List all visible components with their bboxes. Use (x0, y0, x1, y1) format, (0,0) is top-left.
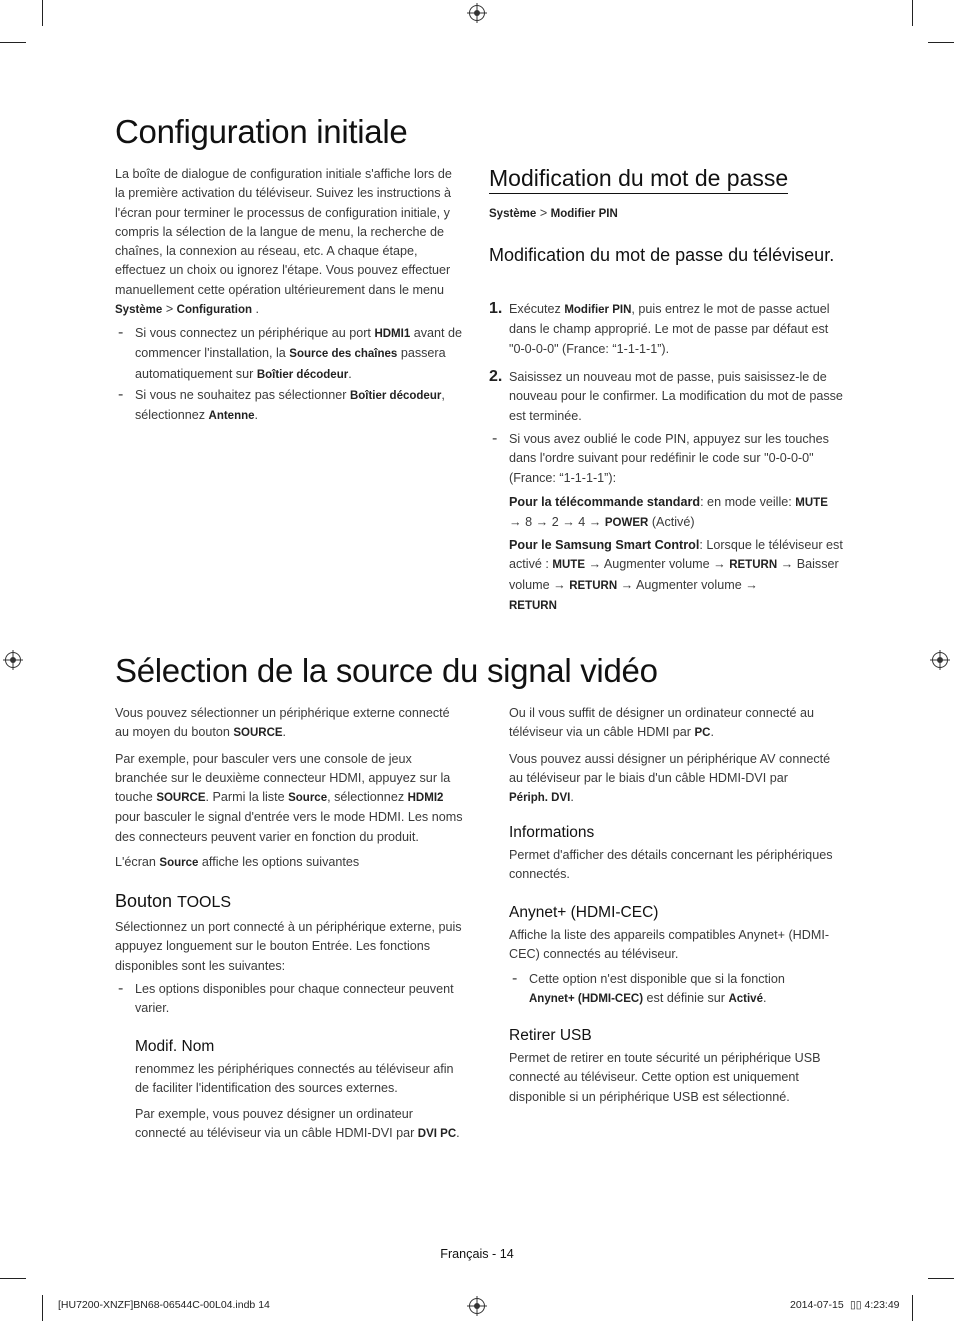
note-text: Si vous connectez un périphérique au port (135, 326, 371, 340)
source-text: pour basculer le signal d'entrée vers le mode HDMI. Les noms des connecteurs peuvent varier en fonction du produit. (115, 810, 463, 844)
info-section (509, 824, 844, 885)
info-heading: Informations (509, 824, 595, 841)
smart-text: → Augmenter volume → (588, 557, 726, 572)
active-label: Activé (728, 993, 763, 1006)
remote-label: Pour la télécommande standard (509, 495, 701, 509)
pc-label: PC (694, 727, 711, 740)
note-text: Si vous avez oublié le code PIN, appuyez sur les touches dans l'ordre suivant pour redéfinir le code sur "0-0-0-0" (France: “1-1-1-1”): (509, 432, 829, 485)
crop-mark (912, 0, 913, 26)
page-title: Configuration initiale (115, 113, 408, 150)
note-text: Si vous ne souhaitez pas sélectionner (135, 388, 347, 402)
breadcrumb-separator: > (539, 206, 548, 220)
anynet-heading: Anynet+ (HDMI-CEC) (509, 904, 659, 921)
anynet-section (509, 904, 844, 965)
remote-instructions (509, 493, 844, 534)
anynet-note: - Cette option n'est disponible que si la fonction Anynet+ (HDMI-CEC) est définie sur Activé. (512, 970, 785, 1006)
source-list-label: Source (288, 792, 328, 805)
page-number (0, 1245, 954, 1263)
modif-nom-heading: Modif. Nom (135, 1038, 215, 1055)
source-text: Ou il vous suffit de désigner un ordinateur connecté au téléviseur via un câble HDMI par (509, 706, 815, 740)
breadcrumb-item: Modifier PIN (550, 208, 618, 220)
path-separator: > (165, 302, 174, 317)
menu-systeme: Système (115, 304, 163, 317)
tools-note: - Les options disponibles pour chaque connecteur peuvent varier. (135, 980, 455, 1019)
modif-text: renommez les périphériques connectés au téléviseur afin de faciliter l'identification des sources externes. (135, 1062, 454, 1096)
step-number: 1. (489, 300, 503, 317)
hdmi2-label: HDMI2 (407, 792, 444, 805)
key-sequence: → 8 → 2 → 4 → (509, 515, 602, 530)
crop-mark (928, 1278, 954, 1279)
breadcrumb (489, 204, 618, 224)
section-heading: Modification du mot de passe (489, 165, 788, 194)
page-number-text: Français - 14 (440, 1247, 514, 1261)
remote-text: (Activé) (651, 515, 695, 530)
note-text: est définie sur (646, 991, 725, 1006)
source-text: Vous pouvez sélectionner un périphérique externe connecté au moyen du bouton (115, 706, 450, 740)
subsection-title: Modification du mot de passe du téléviseur. (489, 245, 835, 265)
source-text: Par exemple, pour basculer vers une console de jeux branchée sur le deuxième connecteur HDMI, appuyez sur la touche (115, 751, 451, 805)
step-text: Exécutez (509, 302, 561, 316)
registration-mark-icon (5, 652, 21, 668)
smart-text: → Baisser volume → (509, 557, 839, 592)
print-file-info: [HU7200-XNZF]BN68-06544C-00L04.indb 14 (58, 1299, 270, 1311)
pin-note: - Si vous avez oublié le code PIN, appuyez sur les touches dans l'ordre suivant pour redéfinir le code sur "0-0-0-0" (France: “1-1-1-1”): (509, 430, 844, 488)
mute-label: MUTE (795, 497, 828, 509)
step-number: 2. (489, 368, 503, 385)
source-list-label: Source (159, 857, 199, 870)
password-section-header (489, 165, 788, 194)
smart-text: → Augmenter volume → (620, 577, 758, 592)
crop-mark (912, 1295, 913, 1321)
crop-mark (42, 1295, 43, 1321)
source-text: L'écran (115, 855, 156, 870)
step-text: Saisissez un nouveau mot de passe, puis saisissez-le de nouveau pour le confirmer. La modification du mot de passe est terminée. (509, 370, 843, 423)
info-text: Permet d'afficher des détails concernant les périphériques connectés. (509, 848, 833, 882)
source-button-label: SOURCE (233, 727, 283, 740)
registration-mark-icon (932, 652, 948, 668)
crop-mark (928, 42, 954, 43)
usb-text: Permet de retirer en toute sécurité un périphérique USB connecté au téléviseur. Cette option est uniquement disponible si un périphérique USB est sélectionné. (509, 1051, 821, 1104)
source-left-column: Vous pouvez sélectionner un périphérique externe connecté au moyen du bouton SOURCE. Par exemple, pour basculer vers une console de jeux branchée sur le deuxième connecteur HDMI, appuyez sur la touche SOURCE. Parmi la liste Source, sélectionnez HDMI2 pour basculer le signal d'entrée vers le mode HDMI. Les noms des connecteurs peuvent varier en fonction du produit. L'écran Source affiche les options suivantes (115, 706, 463, 870)
antenne-label: Antenne (208, 410, 255, 423)
modif-nom-section: Modif. Nom renommez les périphériques connectés au téléviseur afin de faciliter l'identification des sources externes. Par exemple, vous pouvez désigner un ordinateur connecté au téléviseur via un câble HDMI-DVI par DVI PC. (135, 1038, 467, 1144)
config-note-1: - Si vous connectez un périphérique au port HDMI1 avant de commencer l'installation, la Source des chaînes passera automatiquement sur Boîtier décodeur. (118, 324, 463, 381)
crop-mark (42, 0, 43, 26)
config-note-2: - Si vous ne souhaitez pas sélectionner Boîtier décodeur, sélectionnez Antenne. (118, 386, 445, 423)
source-text: , sélectionnez (327, 790, 405, 805)
mute-label: MUTE (552, 559, 585, 572)
section-title: Sélection de la source du signal vidéo (115, 652, 658, 689)
power-label: POWER (604, 517, 649, 530)
tools-description (115, 918, 467, 976)
tools-text: Sélectionnez un port connecté à un périphérique externe, puis appuyez longuement sur le bouton Entrée. Les fonctions disponibles sont les suivantes: (115, 920, 462, 973)
registration-mark-icon (469, 5, 485, 21)
smart-control-instructions (509, 536, 844, 616)
step-1 (489, 300, 844, 359)
source-text: affiche les options suivantes (201, 855, 360, 870)
return-label: RETURN (729, 559, 778, 572)
return-label: RETURN (569, 579, 618, 592)
config-intro (115, 165, 465, 320)
tools-heading (115, 889, 231, 915)
source-right-column: Ou il vous suffit de désigner un ordinateur connecté au téléviseur via un câble HDMI par PC. Vous pouvez aussi désigner un périphérique AV connecté au téléviseur par le biais d'un câble HDMI-DVI par Périph. DVI. (509, 706, 831, 805)
menu-configuration: Configuration (176, 304, 253, 317)
anynet-text: Affiche la liste des appareils compatibles Anynet+ (HDMI-CEC) connectés au téléviseur. (509, 928, 830, 962)
tools-heading-text: TOOLS (177, 894, 232, 911)
smart-label: Pour le Samsung Smart Control (509, 538, 700, 552)
hdmi1-label: HDMI1 (374, 328, 411, 340)
crop-mark (0, 42, 26, 43)
note-text: sélectionnez (135, 408, 206, 423)
modif-text: Par exemple, vous pouvez désigner un ordinateur connecté au téléviseur via un câble HDMI-DVI par (135, 1106, 415, 1140)
step-text: , puis entrez le mot de passe actuel dans le champ approprié. Le mot de passe par défaut est "0-0-0-0" (France: “1-1-1-1”). (509, 302, 830, 356)
remote-text: : en mode veille: (700, 495, 792, 509)
modifier-pin-label: Modifier PIN (564, 304, 632, 316)
note-text: Cette option n'est disponible que si la fonction (529, 972, 785, 986)
print-time: ▯▯ 4:23:49 (850, 1299, 900, 1311)
return-label: RETURN (509, 599, 557, 612)
boitier-label: Boîtier décodeur (256, 368, 349, 381)
crop-mark (0, 1278, 26, 1279)
source-text: . Parmi la liste (205, 790, 285, 805)
boitier-label: Boîtier décodeur (349, 390, 442, 402)
note-text: passera automatiquement sur (135, 346, 446, 381)
dvi-pc-label: DVI PC (417, 1127, 457, 1140)
registration-mark-icon (469, 1298, 485, 1314)
periph-dvi-label: Périph. DVI (509, 792, 571, 805)
source-text: Vous pouvez aussi désigner un périphérique AV connecté au téléviseur par le biais d'un câble HDMI-DVI par (509, 751, 831, 785)
step-2 (489, 368, 844, 426)
period: . (255, 302, 260, 317)
usb-heading: Retirer USB (509, 1027, 592, 1044)
print-date: 2014-07-15 (790, 1299, 844, 1311)
subsection-heading (489, 243, 839, 267)
anynet-label: Anynet+ (HDMI-CEC) (529, 993, 644, 1006)
source-button-label: SOURCE (156, 792, 206, 805)
usb-section (509, 1027, 844, 1107)
smart-text: : Lorsque le téléviseur est activé : (509, 538, 843, 572)
config-intro-text: La boîte de dialogue de configuration initiale s'affiche lors de la première activation du téléviseur. Suivez les instructions à l'écran pour terminer le processus de configuration initiale, y compris la sélection de la langue de menu, la recherche de chaînes, la connexion au réseau, etc. A chaque étape, effectuez un choix ou ignorez l'étape. Vous pouvez effectuer manuellement cette opération ultérieurement dans le menu (115, 167, 452, 297)
tools-heading-text: Bouton (115, 891, 173, 911)
source-chaines-label: Source des chaînes (289, 348, 398, 361)
breadcrumb-item: Système (489, 208, 537, 220)
note-text: Les options disponibles pour chaque connecteur peuvent varier. (135, 982, 454, 1016)
note-text: avant de commencer l'installation, la (135, 326, 463, 361)
